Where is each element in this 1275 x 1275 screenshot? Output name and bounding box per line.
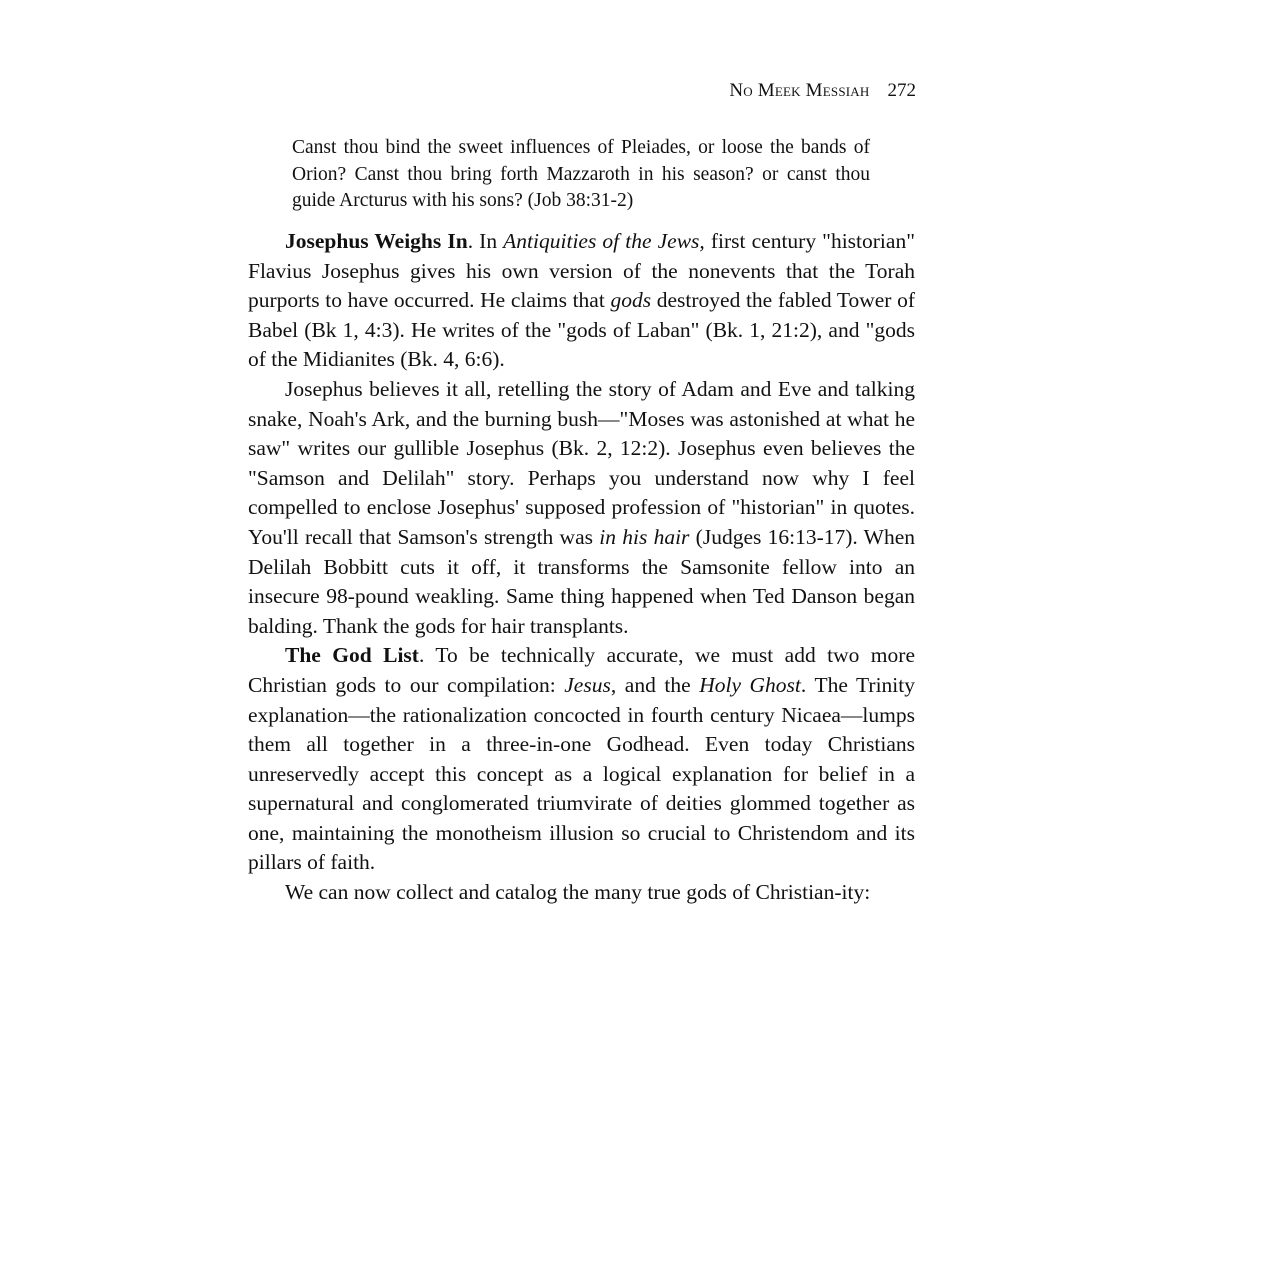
paragraph-text: . In: [467, 229, 504, 253]
paragraph-text: We can now collect and catalog the many true gods of Christian-ity:: [285, 880, 871, 905]
paragraph-text: first century "historian" Flavius Josephus gives his own version of the nonevents that the Torah purports to have occurred. He claims that: [248, 229, 915, 313]
paragraph-text: , and the: [610, 672, 700, 697]
paragraph-josephus-weighs-in: [248, 227, 915, 375]
paragraph-the-god-list: [248, 641, 915, 878]
paragraph-collect-catalog: [248, 878, 915, 908]
italic-phrase: Holy Ghost: [699, 672, 801, 697]
paragraph-text: . To be technically accurate, we must add two more Christian gods to our compilation:: [248, 643, 915, 697]
page-number: 272: [887, 80, 916, 101]
body-text: [248, 227, 915, 908]
italic-word: gods: [610, 288, 652, 313]
paragraph-text: (Judges 16:13-17). When Delilah Bobbitt cuts it off, it transforms the Samsonite fellow into an insecure 98-pound weakling. Same thing happened when Ted Danson began balding. Thank the gods for hair transplants.: [248, 524, 915, 638]
paragraph-josephus-believes: [248, 375, 915, 641]
italic-phrase: in his hair: [599, 524, 690, 549]
run-in-heading: The God List: [285, 643, 419, 668]
paragraph-text: Josephus believes it all, retelling the story of Adam and Eve and talking snake, Noah's Ark, and the burning bush—"Moses was astonished at what he saw" writes our gullible Josephus (Bk. 2, 12:2). Josephus even believes the "Samson and Delilah" story. Perhaps you understand now why I feel compelled to enclose Josephus' supposed profession of "historian" in quotes. You'll recall that Samson's strength was: [248, 376, 915, 549]
italic-title: Antiquities of the Jews,: [503, 229, 705, 253]
paragraph-text: destroyed the fabled Tower of Babel (Bk 1, 4:3). He writes of the "gods of Laban" (Bk. 1, 21:2), and "gods of the Midianites (Bk. 4, 6:6).: [248, 288, 915, 372]
scripture-block-quote: Canst thou bind the sweet influences of Pleiades, or loose the bands of Orion? Canst thou bring forth Mazzaroth in his season? or canst thou guide Arcturus with his sons? (Job 38:31-2): [292, 137, 870, 211]
run-in-heading: Josephus Weighs In: [285, 229, 468, 253]
running-title: No Meek Messiah: [729, 80, 870, 101]
paragraph-text: . The Trinity explanation—the rationalization concocted in fourth century Nicaea—lumps them all together in a three-in-one Godhead. Even today Christians unreservedly accept this concept as a logical explanation for belief in a supernatural and conglomerated triumvirate of deities glommed together as one, maintaining the monotheism illusion so crucial to Christendom and its pillars of faith.: [248, 672, 915, 875]
italic-word: Jesus: [564, 672, 611, 697]
running-header: [560, 78, 916, 104]
